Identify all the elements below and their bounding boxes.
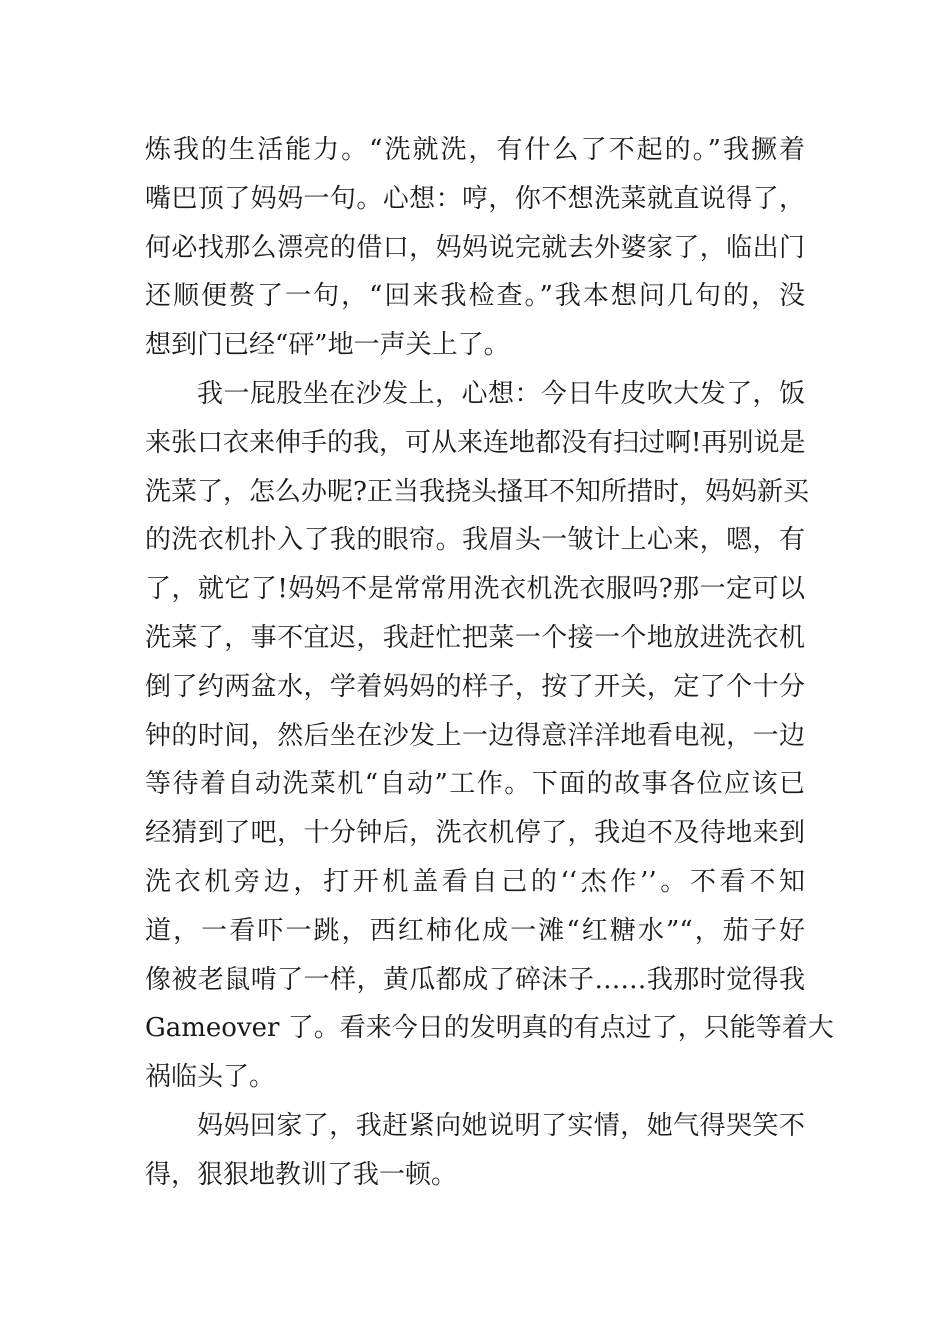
text-line: 祸临头了。 [145, 1062, 276, 1093]
text-line: 何必找那么漂亮的借口，妈妈说完就去外婆家了，临出门 [145, 232, 805, 263]
body-text [145, 126, 834, 1200]
text-line: 等待着自动洗菜机“自动”工作。下面的故事各位应该已 [145, 769, 805, 800]
text-line: 想到门已经“砰”地一声关上了。 [145, 330, 510, 361]
text-line: 了，就它了!妈妈不是常常用洗衣机洗衣服吗?那一定可以 [145, 574, 805, 605]
text-line: 炼我的生活能力。“洗就洗，有什么了不起的。”我撅着 [145, 135, 805, 165]
text-line: 得，狠狠地教训了我一顿。 [145, 1159, 458, 1190]
text-line: 经猜到了吧，十分钟后，洗衣机停了，我迫不及待地来到 [145, 818, 805, 849]
text-line: 我一屁股坐在沙发上，心想：今日牛皮吹大发了，饭 [197, 378, 805, 409]
text-line: 嘴巴顶了妈妈一句。心想：哼，你不想洗菜就直说得了， [145, 183, 805, 214]
text-line: 洗菜了，怎么办呢?正当我挠头搔耳不知所措时，妈妈新买 [145, 476, 809, 507]
text-line: 来张口衣来伸手的我，可从来连地都没有扫过啊!再别说是 [145, 427, 806, 458]
text-line: 像被老鼠啃了一样，黄瓜都成了碎沫子……我那时觉得我 [145, 964, 805, 995]
text-line: 还顺便赘了一句，“回来我检查。”我本想问几句的，没 [145, 281, 805, 312]
text-line: 妈妈回家了，我赶紧向她说明了实情，她气得哭笑不 [197, 1110, 805, 1141]
text-line: 道，一看吓一跳，西红柿化成一滩“红糖水”“，茄子好 [145, 915, 805, 946]
text-line: 洗衣机旁边，打开机盖看自己的‘‘杰作’’。不看不知 [145, 866, 805, 897]
text-line: 的洗衣机扑入了我的眼帘。我眉头一皱计上心来，嗯，有 [145, 525, 805, 556]
text-line: 倒了约两盆水，学着妈妈的样子，按了开关，定了个十分 [145, 671, 805, 702]
text-line: 洗菜了，事不宜迟，我赶忙把菜一个接一个地放进洗衣机 [145, 622, 805, 653]
text-line: 钟的时间，然后坐在沙发上一边得意洋洋地看电视，一边 [145, 720, 805, 751]
text-line: Gameover 了。看来今日的发明真的有点过了，只能等着大 [145, 1013, 834, 1044]
